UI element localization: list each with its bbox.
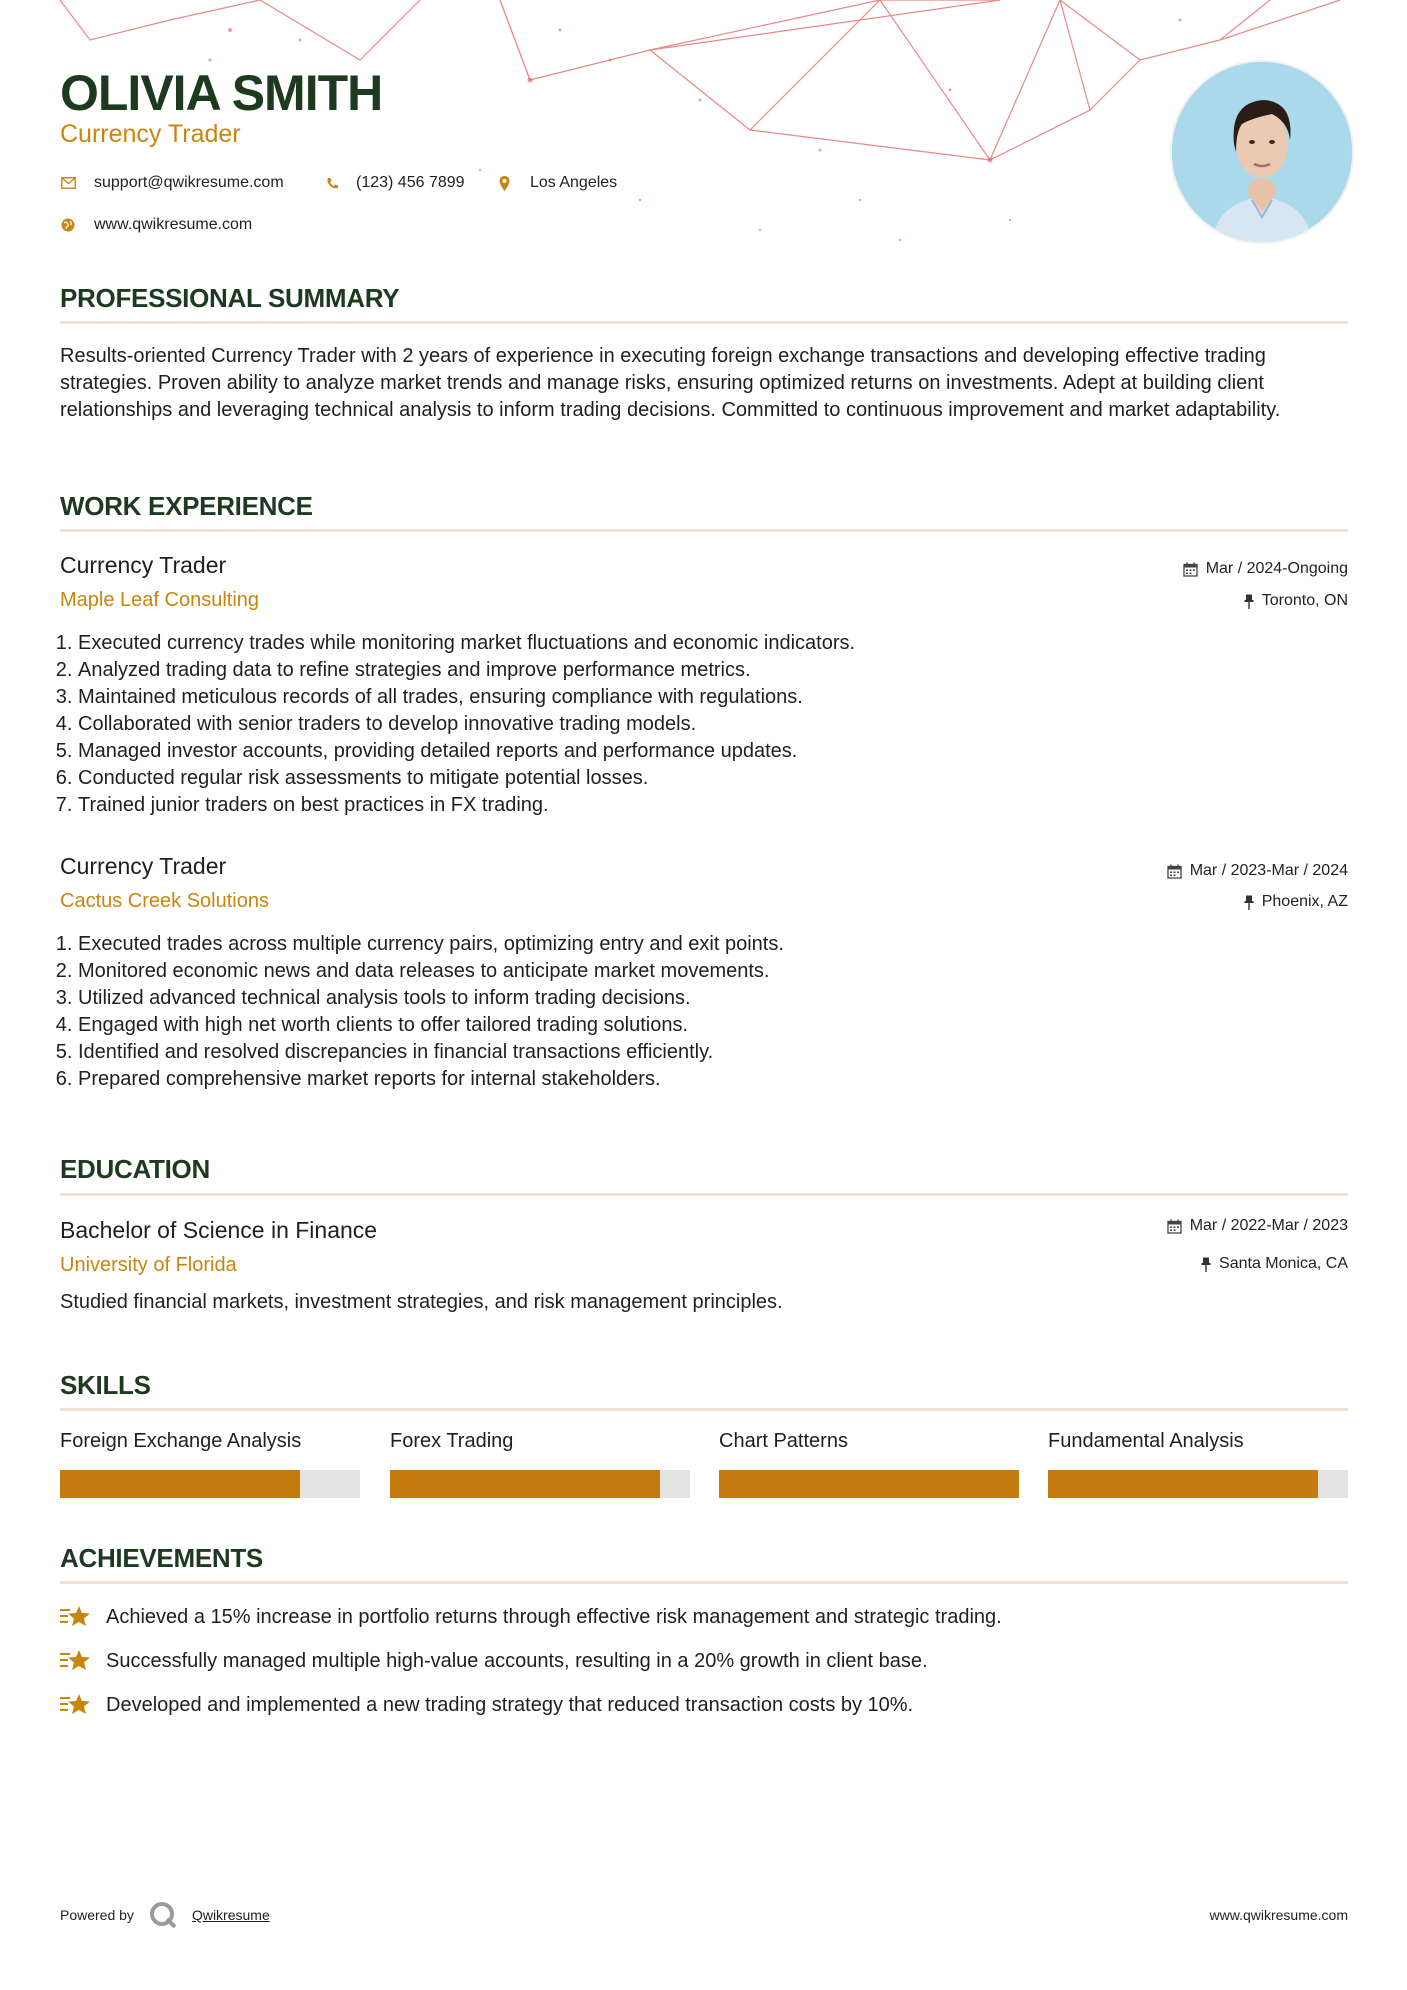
achievement-item — [60, 1692, 913, 1718]
skill-label: Fundamental Analysis — [1048, 1430, 1244, 1452]
skill-bar — [1048, 1470, 1348, 1498]
duty-item: 6. Conducted regular risk assessments to mitigate potential losses. — [78, 765, 855, 792]
skills-divider — [60, 1408, 1348, 1411]
education-description: Studied financial markets, investment strategies, and risk management principles. — [60, 1291, 783, 1313]
experience-heading: WORK EXPERIENCE — [60, 491, 313, 521]
degree-title: Bachelor of Science in Finance — [60, 1217, 378, 1243]
duty-item: 5. Managed investor accounts, providing detailed reports and performance updates. — [78, 738, 855, 765]
candidate-name: OLIVIA SMITH — [60, 65, 383, 121]
skill-bar — [719, 1470, 1019, 1498]
profile-photo — [1170, 60, 1354, 244]
skill-bar-fill — [60, 1470, 300, 1498]
candidate-role: Currency Trader — [60, 120, 241, 148]
job-duties-list — [54, 630, 855, 819]
job-dates — [1167, 862, 1348, 880]
website-text: www.qwikresume.com — [94, 216, 253, 233]
qwikresume-link[interactable]: Qwikresume — [191, 1907, 270, 1923]
phone-contact[interactable] — [324, 174, 465, 192]
duty-item: 5. Identified and resolved discrepancies in financial transactions efficiently. — [78, 1039, 784, 1066]
education-location — [1201, 1255, 1348, 1273]
skill-bar-fill — [719, 1470, 1019, 1498]
email-text: support@qwikresume.com — [94, 174, 284, 191]
footer-site[interactable]: www.qwikresume.com — [1209, 1907, 1348, 1923]
calendar-icon — [1167, 1219, 1182, 1234]
job-title: Currency Trader — [60, 552, 227, 578]
star-icon — [60, 1648, 92, 1674]
job-dates-text: Mar / 2024-Ongoing — [1205, 560, 1348, 577]
skills-heading: SKILLS — [60, 1370, 151, 1400]
job-company: Maple Leaf Consulting — [60, 589, 260, 611]
duty-item: 3. Maintained meticulous records of all trades, ensuring compliance with regulations. — [78, 684, 855, 711]
skill-item — [719, 1430, 1019, 1498]
skill-bar — [60, 1470, 360, 1498]
website-contact[interactable] — [60, 216, 252, 234]
duty-item: 2. Monitored economic news and data releases to anticipate market movements. — [78, 958, 784, 985]
education-heading: EDUCATION — [60, 1154, 210, 1184]
summary-heading: PROFESSIONAL SUMMARY — [60, 283, 400, 313]
achievements-divider — [60, 1581, 1348, 1584]
pushpin-icon — [1201, 1257, 1211, 1272]
education-location-text: Santa Monica, CA — [1219, 1255, 1348, 1272]
qwikresume-logo-icon — [148, 1900, 178, 1930]
job-title: Currency Trader — [60, 853, 227, 879]
duty-item: 6. Prepared comprehensive market reports for internal stakeholders. — [78, 1066, 784, 1093]
globe-icon — [60, 217, 76, 233]
summary-divider — [60, 321, 1348, 324]
education-divider — [60, 1193, 1348, 1196]
achievement-item — [60, 1604, 1002, 1630]
achievement-text: Achieved a 15% increase in portfolio returns through effective risk management and strategic trading. — [106, 1605, 1002, 1628]
skill-label: Foreign Exchange Analysis — [60, 1430, 302, 1452]
duty-item: 2. Analyzed trading data to refine strategies and improve performance metrics. — [78, 657, 855, 684]
experience-divider — [60, 529, 1348, 532]
job-duties-list — [54, 931, 784, 1093]
phone-text: (123) 456 7899 — [356, 174, 465, 191]
job-dates-text: Mar / 2023-Mar / 2024 — [1189, 862, 1348, 879]
duty-item: 7. Trained junior traders on best practices in FX trading. — [78, 792, 855, 819]
location-text: Los Angeles — [530, 174, 618, 191]
calendar-icon — [1167, 864, 1182, 879]
star-icon — [60, 1692, 92, 1718]
summary-text: Results-oriented Currency Trader with 2 years of experience in executing foreign exchange transactions and developing effective trading strategies. Proven ability to analyze market trends and manage risks, ensuring optimized returns on investments. Adept at building client relationships and leveraging technical analysis to inform trading decisions. Committed to continuous improvement and market adaptability. — [60, 345, 1281, 421]
achievement-text: Developed and implemented a new trading strategy that reduced transaction costs by 10%. — [106, 1693, 914, 1716]
education-dates-text: Mar / 2022-Mar / 2023 — [1189, 1217, 1348, 1234]
email-contact[interactable] — [60, 174, 284, 192]
job-location — [1244, 592, 1348, 610]
job-location-text: Toronto, ON — [1261, 592, 1348, 609]
pushpin-icon — [1244, 594, 1254, 609]
achievement-text: Successfully managed multiple high-value accounts, resulting in a 20% growth in client base. — [106, 1649, 928, 1672]
skill-bar — [390, 1470, 690, 1498]
skill-item — [1048, 1430, 1348, 1498]
job-location — [1244, 893, 1348, 911]
skill-label: Forex Trading — [390, 1430, 514, 1452]
location-contact — [496, 174, 617, 192]
footer-powered-by — [60, 1900, 270, 1930]
skill-item — [390, 1430, 690, 1498]
duty-item: 4. Collaborated with senior traders to develop innovative trading models. — [78, 711, 855, 738]
job-location-text: Phoenix, AZ — [1261, 893, 1348, 910]
school-name: University of Florida — [60, 1254, 237, 1276]
envelope-icon — [60, 175, 76, 191]
pushpin-icon — [1244, 895, 1254, 910]
powered-by-text: Powered by — [60, 1907, 134, 1923]
job-dates — [1183, 560, 1348, 578]
education-dates — [1167, 1217, 1348, 1235]
duty-item: 3. Utilized advanced technical analysis tools to inform trading decisions. — [78, 985, 784, 1012]
phone-icon — [324, 175, 340, 191]
skill-item — [60, 1430, 360, 1498]
achievement-item — [60, 1648, 928, 1674]
duty-item: 1. Executed trades across multiple currency pairs, optimizing entry and exit points. — [78, 931, 784, 958]
duty-item: 1. Executed currency trades while monitoring market fluctuations and economic indicators. — [78, 630, 855, 657]
skill-label: Chart Patterns — [719, 1430, 848, 1452]
map-pin-icon — [496, 175, 512, 191]
calendar-icon — [1183, 562, 1198, 577]
skill-bar-fill — [390, 1470, 660, 1498]
achievements-heading: ACHIEVEMENTS — [60, 1543, 263, 1573]
duty-item: 4. Engaged with high net worth clients to offer tailored trading solutions. — [78, 1012, 784, 1039]
star-icon — [60, 1604, 92, 1630]
skill-bar-fill — [1048, 1470, 1318, 1498]
job-company: Cactus Creek Solutions — [60, 890, 269, 912]
